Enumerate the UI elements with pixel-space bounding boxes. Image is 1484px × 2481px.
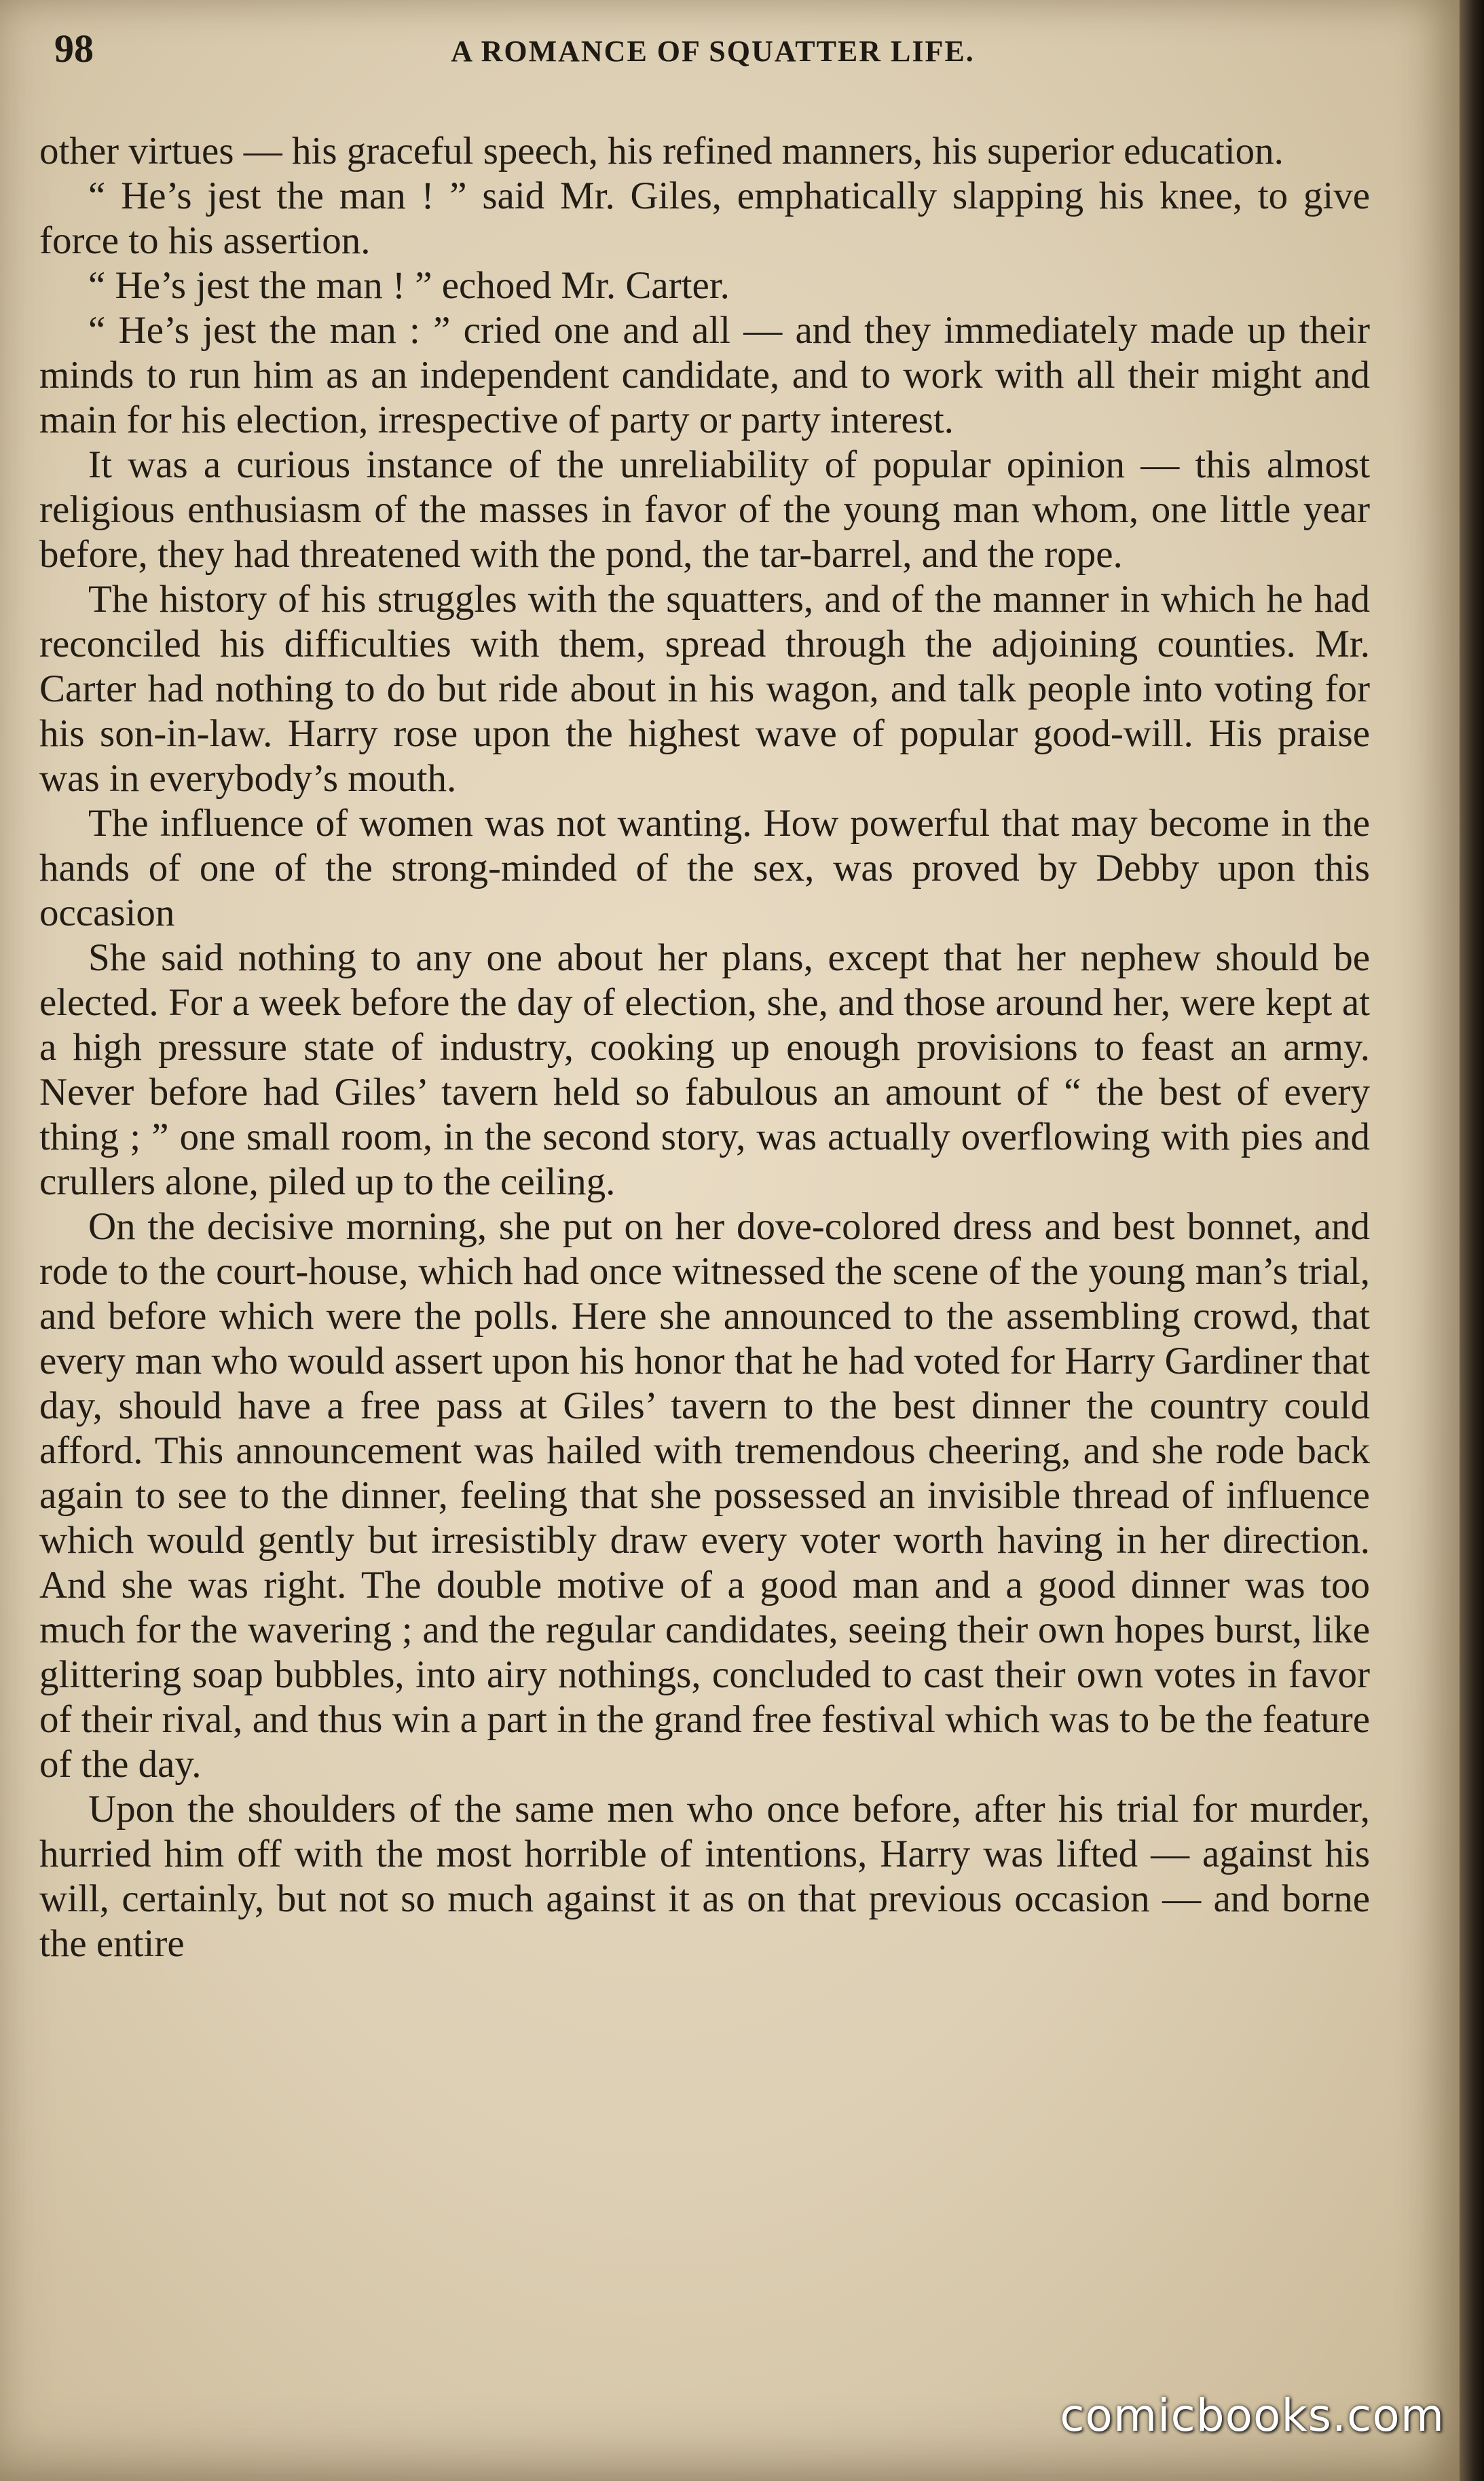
paragraph: other virtues — his graceful speech, his refined manners, his superior education. — [39, 130, 1284, 172]
paragraph: “ He’s jest the man ! ” echoed Mr. Carter. — [88, 264, 730, 307]
body-text — [39, 129, 1370, 1966]
paragraph: Upon the shoulders of the same men who once before, after his trial for murder, hurried him off with the most horrible of intentions, Harry was lifted — against his will, certainly, but not so much against it as on that previous occasion — and borne the entire — [39, 1788, 1370, 1965]
running-title: A ROMANCE OF SQUATTER LIFE. — [451, 35, 975, 68]
paragraph: It was a curious instance of the unreliability of popular opinion — this almost religious enthusiasm of the masses in favor of the young man whom, one little year before, they had threatened with the pond, the tar-barrel, and the rope. — [39, 443, 1370, 576]
running-header — [48, 26, 1378, 87]
paragraph: On the decisive morning, she put on her dove-colored dress and best bonnet, and rode to the court-house, which had once witnessed the scene of the young man’s trial, and before which were the polls. Here she announced to the assembling crowd, that every man who would assert upon his honor that he had voted for Harry Gardiner that day, should have a free pass at Giles’ tavern to the best dinner the country could afford. This announcement was hailed with tremendous cheering, and she rode back again to see to the dinner, feeling that she possessed an invisible thread of influence which would gently but irresistibly draw every voter worth having in her direction. And she was right. The double motive of a good man and a good dinner was too much for the wavering ; and the regular candidates, seeing their own hopes burst, like glittering soap bubbles, into airy nothings, concluded to cast their own votes in favor of their rival, and thus win a part in the grand free festival which was to be the feature of the day. — [39, 1205, 1370, 1786]
paragraph: The influence of women was not wanting. How powerful that may become in the hands of one of the strong-minded of the sex, was proved by Debby upon this occasion — [39, 802, 1370, 934]
page-number: 98 — [54, 26, 94, 71]
paragraph: The history of his struggles with the squatters, and of the manner in which he had reconciled his difficulties with them, spread through the adjoining counties. Mr. Carter had nothing to do but ride about in his wagon, and talk people into voting for his son-in-law. Harry rose upon the highest wave of popular good-will. His praise was in everybody’s mouth. — [39, 578, 1370, 800]
book-spine-shadow — [1460, 0, 1484, 2481]
watermark: comicbooks.com — [1060, 2389, 1445, 2442]
paragraph: She said nothing to any one about her plans, except that her nephew should be elected. For a week before the day of election, she, and those around her, were kept at a high pressure state of industry, cooking up enough provisions to feast an army. Never before had Giles’ tavern held so fabulous an amount of “ the best of every thing ; ” one small room, in the second story, was actually overflowing with pies and crullers alone, piled up to the ceiling. — [39, 936, 1370, 1203]
paragraph: “ He’s jest the man : ” cried one and all — and they immediately made up their minds to run him as an independent candidate, and to work with all their might and main for his election, irrespective of party or party interest. — [39, 309, 1370, 441]
paragraph: “ He’s jest the man ! ” said Mr. Giles, emphatically slapping his knee, to give force to his assertion. — [39, 174, 1370, 262]
